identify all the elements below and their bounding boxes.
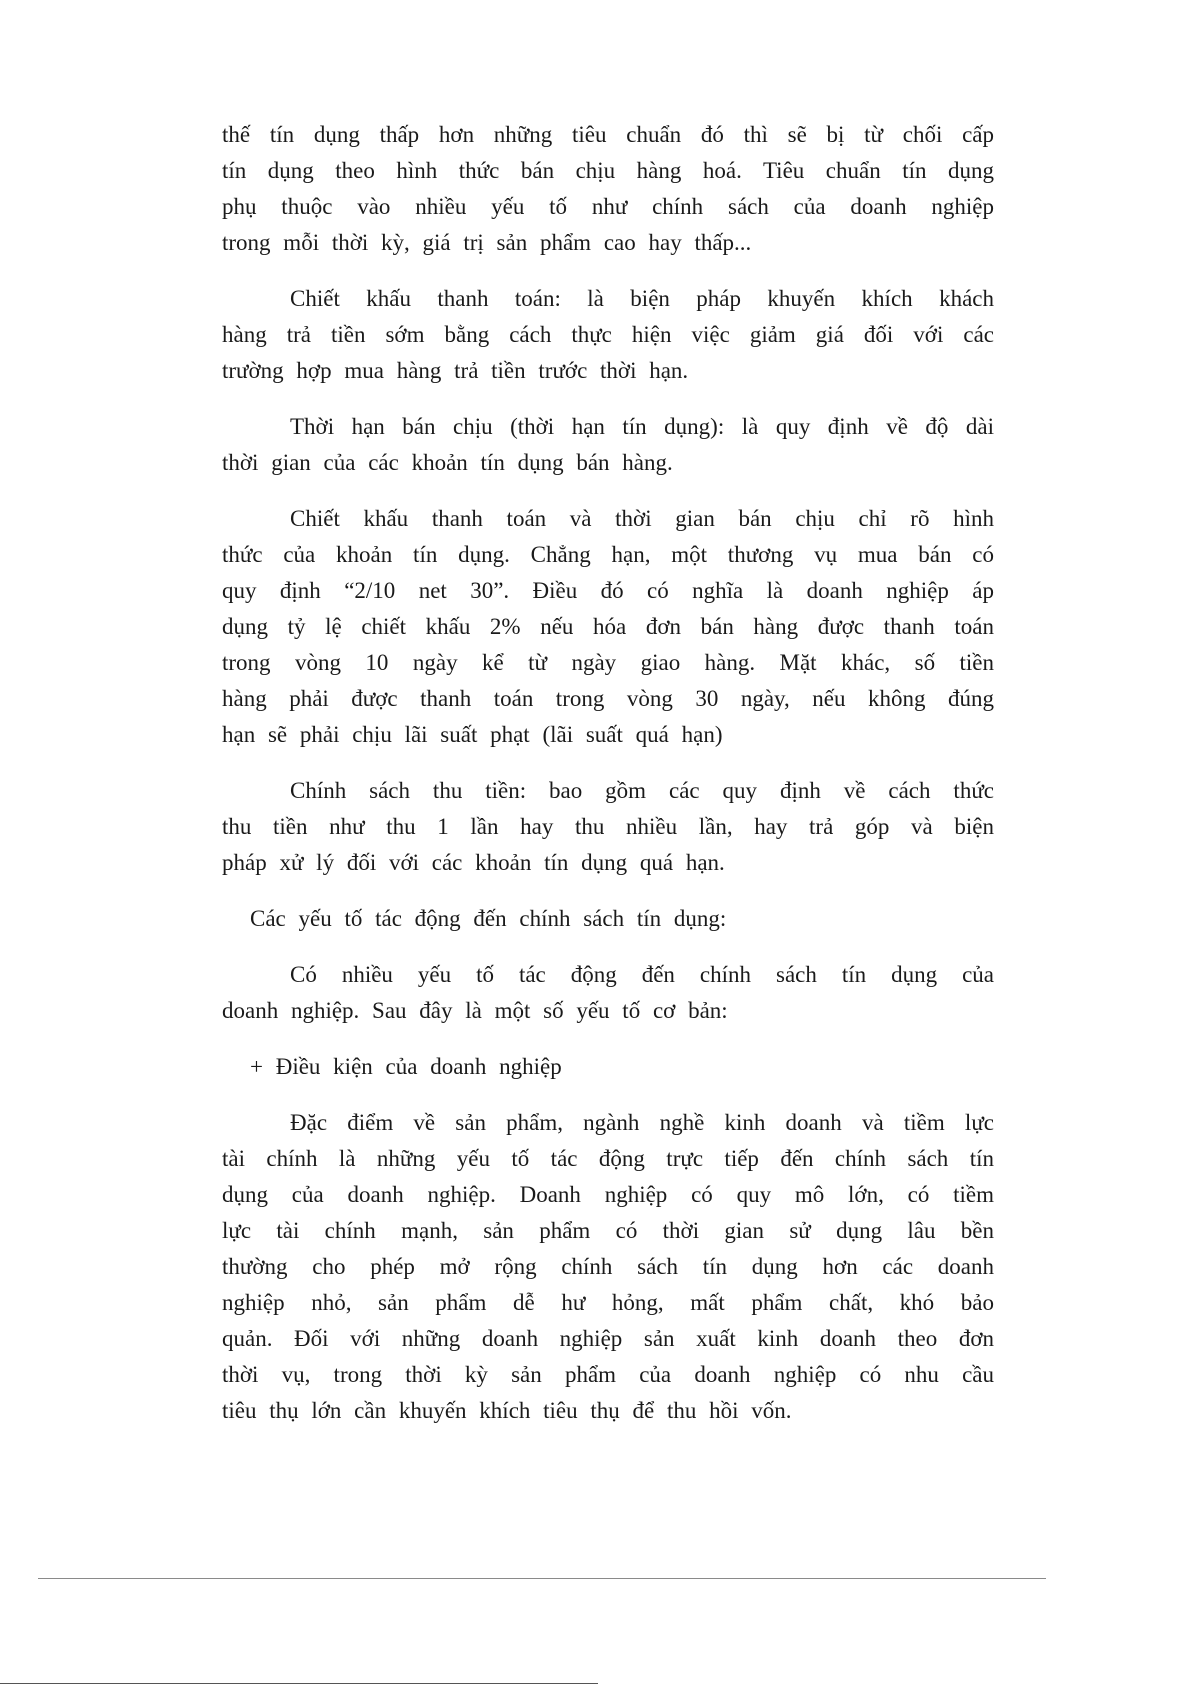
paragraph-credit-standard-continued: [222, 117, 994, 261]
paragraph-product-characteristics: [222, 1105, 994, 1429]
text-line: thời gian của các khoản tín dụng bán hàng.: [222, 450, 673, 475]
paragraph-credit-term: [222, 409, 994, 481]
text-line: dụng của doanh nghiệp. Doanh nghiệp có quy mô lớn, có tiềm: [222, 1182, 994, 1207]
footer-divider: [38, 1578, 1046, 1579]
text-line: Chiết khấu thanh toán và thời gian bán chịu chỉ rõ hình: [290, 506, 994, 531]
text-line: thu tiền như thu 1 lần hay thu nhiều lần, hay trả góp và biện: [222, 814, 994, 839]
text-line: Chính sách thu tiền: bao gồm các quy định về cách thức: [290, 778, 994, 803]
text-line: lực tài chính mạnh, sản phẩm có thời gian sử dụng lâu bền: [222, 1218, 994, 1243]
text-line: Chiết khấu thanh toán: là biện pháp khuyến khích khách: [290, 286, 994, 311]
paragraph-payment-discount: [222, 281, 994, 389]
text-line: phụ thuộc vào nhiều yếu tố như chính sách của doanh nghiệp: [222, 194, 994, 219]
text-line: trong mỗi thời kỳ, giá trị sản phẩm cao hay thấp...: [222, 230, 752, 255]
section-heading: Các yếu tố tác động đến chính sách tín dụng:: [250, 906, 727, 931]
bullet-item: + Điều kiện của doanh nghiệp: [250, 1054, 562, 1079]
paragraph-factors-heading: [222, 901, 994, 937]
text-line: dụng tỷ lệ chiết khấu 2% nếu hóa đơn bán hàng được thanh toán: [222, 614, 994, 639]
text-line: hạn sẽ phải chịu lãi suất phạt (lãi suất quá hạn): [222, 722, 723, 747]
text-line: quy định “2/10 net 30”. Điều đó có nghĩa là doanh nghiệp áp: [222, 578, 994, 603]
text-line: doanh nghiệp. Sau đây là một số yếu tố cơ bản:: [222, 998, 728, 1023]
text-line: Thời hạn bán chịu (thời hạn tín dụng): là quy định về độ dài: [290, 414, 994, 439]
text-line: thức của khoản tín dụng. Chẳng hạn, một thương vụ mua bán có: [222, 542, 994, 567]
text-line: hàng trả tiền sớm bằng cách thực hiện việc giảm giá đối với các: [222, 322, 994, 347]
body-text: [222, 117, 994, 1429]
text-line: tiêu thụ lớn cần khuyến khích tiêu thụ để thu hồi vốn.: [222, 1398, 792, 1423]
text-line: thế tín dụng thấp hơn những tiêu chuẩn đó thì sẽ bị từ chối cấp: [222, 122, 994, 147]
paragraph-factors-intro: [222, 957, 994, 1029]
text-line: trường hợp mua hàng trả tiền trước thời hạn.: [222, 358, 689, 383]
text-line: tài chính là những yếu tố tác động trực tiếp đến chính sách tín: [222, 1146, 994, 1171]
text-line: quản. Đối với những doanh nghiệp sản xuất kinh doanh theo đơn: [222, 1326, 994, 1351]
text-line: pháp xử lý đối với các khoản tín dụng quá hạn.: [222, 850, 725, 875]
bottom-edge-divider: [0, 1683, 598, 1684]
text-line: trong vòng 10 ngày kể từ ngày giao hàng. Mặt khác, số tiền: [222, 650, 994, 675]
text-line: Có nhiều yếu tố tác động đến chính sách tín dụng của: [290, 962, 994, 987]
paragraph-discount-example: [222, 501, 994, 753]
text-line: tín dụng theo hình thức bán chịu hàng hoá. Tiêu chuẩn tín dụng: [222, 158, 994, 183]
paragraph-collection-policy: [222, 773, 994, 881]
text-line: thời vụ, trong thời kỳ sản phẩm của doanh nghiệp có nhu cầu: [222, 1362, 994, 1387]
paragraph-bullet-company-conditions: [222, 1049, 994, 1085]
text-line: nghiệp nhỏ, sản phẩm dễ hư hỏng, mất phẩm chất, khó bảo: [222, 1290, 994, 1315]
text-line: Đặc điểm về sản phẩm, ngành nghề kinh doanh và tiềm lực: [290, 1110, 994, 1135]
text-line: hàng phải được thanh toán trong vòng 30 ngày, nếu không đúng: [222, 686, 994, 711]
text-line: thường cho phép mở rộng chính sách tín dụng hơn các doanh: [222, 1254, 994, 1279]
